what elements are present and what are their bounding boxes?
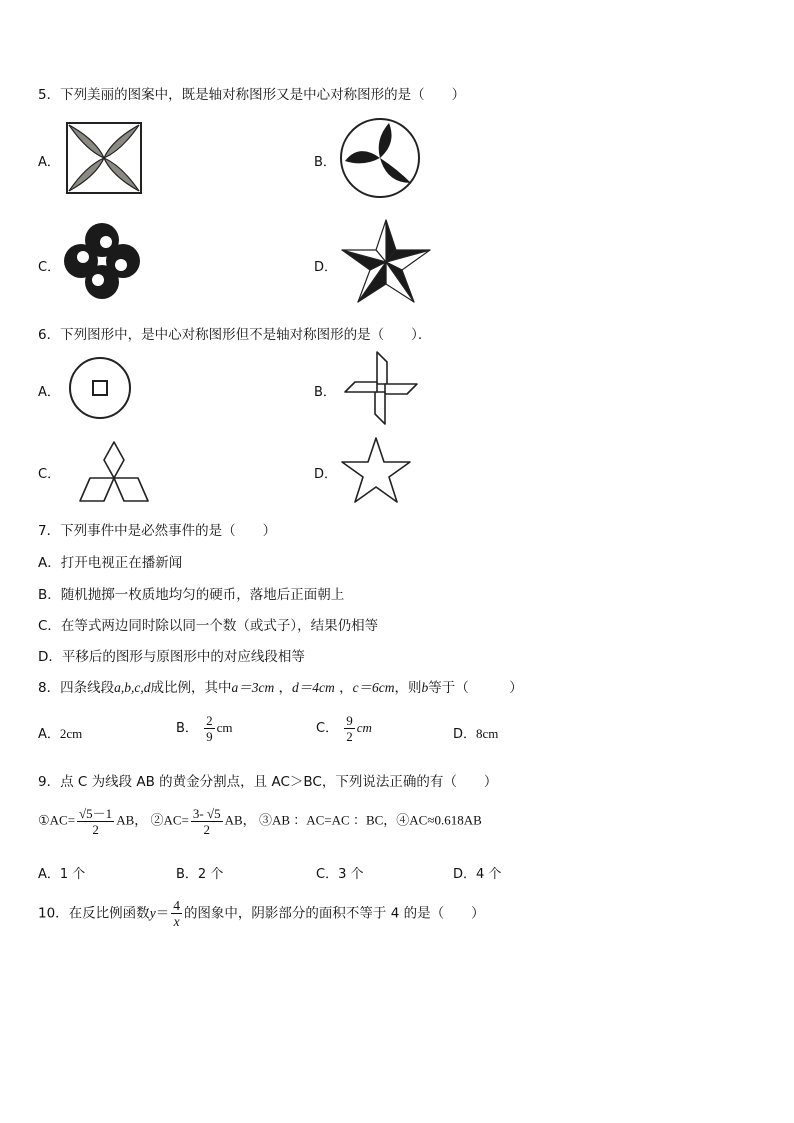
q5-stem: 5．下列美丽的图案中，既是轴对称图形又是中心对称图形的是（ ）	[38, 87, 466, 103]
q8-cond-a: a＝3cm	[231, 680, 275, 695]
q7-stem: 7．下列事件中是必然事件的是（ ）	[38, 523, 277, 539]
q8-option-b	[176, 713, 232, 744]
q5-label-b: B．	[314, 155, 336, 170]
q8-option-a	[38, 723, 82, 742]
star-outline-icon	[340, 436, 412, 504]
q9-s4: ④AC≈0.618AB	[396, 812, 482, 828]
three-blade-circle-icon	[339, 117, 421, 199]
q8-cond-c: c＝6cm	[352, 680, 395, 695]
q9-statements	[38, 806, 482, 837]
q9-s1-pre: ①AC=	[38, 812, 76, 828]
q8-sep-2: ，	[339, 680, 353, 696]
q8-stem-mid: 成比例，其中	[150, 680, 232, 696]
q8-cond-d: d＝4cm	[292, 680, 335, 695]
q8-vars: a,b,c,d	[114, 680, 151, 695]
q7-option-d: D．平移后的图形与原图形中的对应线段相等	[38, 649, 305, 665]
q8-option-b-unit: cm	[216, 720, 233, 735]
q10-stem	[38, 898, 485, 929]
q10-eq: ＝	[155, 905, 170, 921]
q8-stem	[38, 676, 523, 696]
q10-var-y: y	[149, 905, 156, 921]
q9-s1-fraction: $\frac{√5-1}{2}$	[79, 806, 113, 837]
q9-option-b: B．2 个	[176, 867, 224, 882]
q9-s3: ③AB ：AC=AC ：BC，	[258, 812, 397, 828]
q10-fraction: $\frac{4}{x}$	[173, 898, 180, 929]
q8-option-d-value: 8cm	[476, 726, 499, 741]
q5-label-a: A．	[38, 155, 60, 170]
q9-stem: 9．点 C 为线段 AB 的黄金分割点，且 AC＞BC，下列说法正确的有（ ）	[38, 774, 498, 790]
q8-stem-post2: 等于（ ）	[428, 680, 523, 696]
q6-stem: 6．下列图形中，是中心对称图形但不是轴对称图形的是（ ）．	[38, 327, 432, 343]
q8-option-b-fraction: $\frac{2}{9}$	[206, 713, 213, 744]
q10-stem-post: 的图象中，阴影部分的面积不等于 4 的是（ ）	[183, 905, 485, 922]
four-petal-square-icon	[66, 122, 142, 194]
q8-option-b-label: B．	[176, 721, 198, 736]
pinwheel-icon	[343, 350, 419, 426]
coin-square-hole-icon	[68, 356, 132, 420]
q8-option-a-value: 2cm	[59, 726, 83, 741]
q10-stem-pre: 10．在反比例函数	[38, 905, 150, 922]
q7-option-a: A．打开电视正在播新闻	[38, 555, 183, 571]
q6-label-d: D．	[314, 467, 338, 482]
q7-option-b: B．随机抛掷一枚质地均匀的硬币，落地后正面朝上	[38, 587, 345, 603]
q6-label-c: C．	[38, 467, 61, 482]
q9-s2-post: AB，	[224, 812, 256, 828]
q8-option-c-label: C．	[316, 721, 339, 736]
q8-var-b: b	[421, 680, 429, 695]
q7-option-c: C．在等式两边同时除以同一个数（或式子），结果仍相等	[38, 618, 379, 634]
q5-label-d: D．	[314, 260, 338, 275]
four-loop-knot-icon	[62, 221, 142, 301]
q9-s2-fraction: $\frac{3- √5}{2}$	[192, 806, 221, 837]
q9-option-c: C．3 个	[316, 867, 364, 882]
q9-option-d: D．4 个	[453, 867, 502, 882]
q8-option-d	[453, 723, 498, 742]
q9-s2-pre: ②AC=	[150, 812, 189, 828]
q8-option-c-fraction: $\frac{9}{2}$	[346, 713, 353, 744]
q8-option-d-label: D．	[453, 727, 477, 742]
q5-label-c: C．	[38, 260, 61, 275]
q9-s1-post: AB，	[116, 812, 148, 828]
q8-option-a-label: A．	[38, 727, 60, 742]
five-point-star-3d-icon	[340, 218, 432, 304]
q8-stem-post1: ，则	[394, 680, 422, 696]
q9-option-a: A．1 个	[38, 867, 86, 882]
three-diamond-logo-icon	[78, 440, 150, 504]
q6-label-a: A．	[38, 385, 60, 400]
q8-stem-pre: 8．四条线段	[38, 680, 115, 696]
q8-sep-1: ，	[278, 680, 293, 696]
q8-option-c-unit: cm	[356, 720, 372, 735]
q8-option-c	[316, 713, 372, 744]
q6-label-b: B．	[314, 385, 336, 400]
